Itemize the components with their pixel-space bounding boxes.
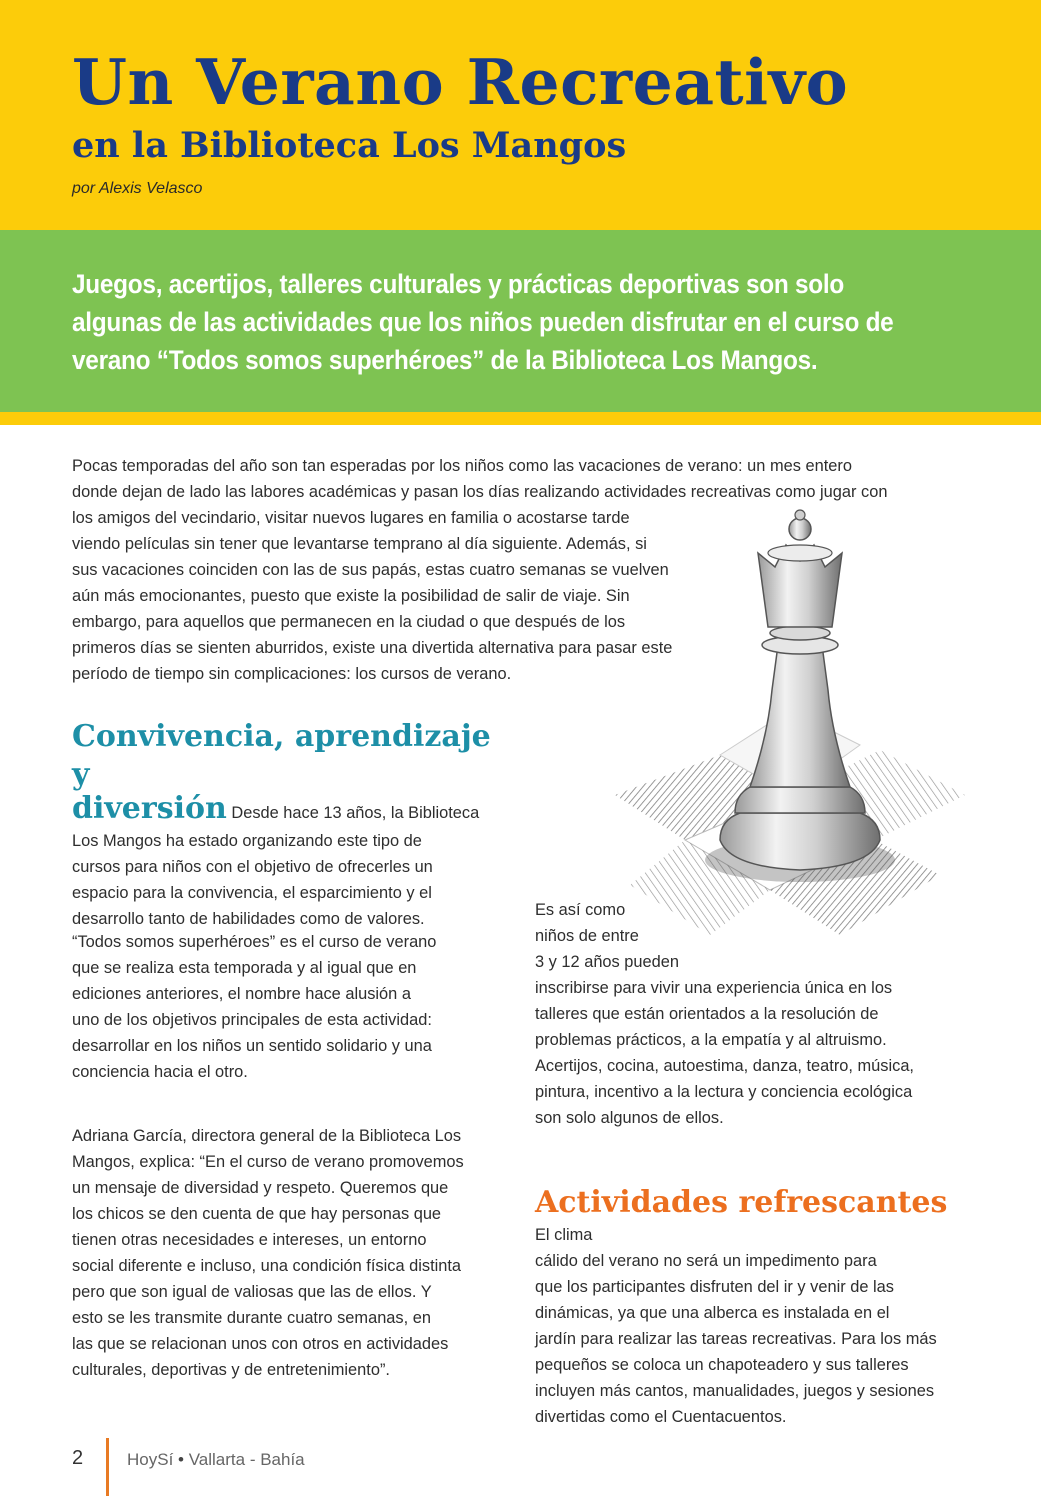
text-line: “Todos somos superhéroes” es el curso de verano [72,933,437,951]
text-line: embargo, para aquellos que permanecen en la ciudad o que después de los [72,613,626,631]
text-line: esto se les transmite durante cuatro semanas, en [72,1309,431,1327]
paragraph-superheroes [72,929,502,1085]
text-line: Acertijos, cocina, autoestima, danza, teatro, música, [535,1057,914,1075]
text-line [535,1184,965,1248]
publication-name: HoySí [127,1450,174,1469]
text-line: que los participantes disfruten del ir y venir de las [535,1278,894,1296]
text-line: problemas prácticos, a la empatía y al altruismo. [535,1031,887,1049]
text-line: aún más emocionantes, puesto que existe la posibilidad de salir de viaje. Sin [72,587,630,605]
section-actividades [535,1184,965,1430]
text-line: tienen otras necesidades e intereses, un entorno [72,1231,427,1249]
section-heading-continued: diversión [72,791,227,826]
text-line: un mensaje de diversidad y respeto. Queremos que [72,1179,449,1197]
page-number: 2 [72,1447,84,1469]
text-line: viendo películas sin tener que levantarse temprano al día siguiente. Además, si [72,535,647,553]
text-line: social diferente e incluso, una condición física distinta [72,1257,462,1275]
text-line: donde dejan de lado las labores académicas y pasan los días realizando actividades recreativas como jugar con [72,483,888,501]
bullet-separator: • [178,1450,184,1469]
section-heading: Convivencia, aprendizaje y [72,719,491,792]
text-line: desarrollar en los niños un sentido solidario y una [72,1037,432,1055]
text-line: cálido del verano no será un impedimento para [535,1252,877,1270]
text-line: Los Mangos ha estado organizando este tipo de [72,832,422,850]
text-line: divertidas como el Cuentacuentos. [535,1408,787,1426]
text-line: incluyen más cantos, manualidades, juegos y sesiones [535,1382,935,1400]
text-line: Mangos, explica: “En el curso de verano promovemos [72,1153,464,1171]
paragraph-quote [72,1123,502,1383]
text-line: Adriana García, directora general de la Biblioteca Los [72,1127,462,1145]
text-line: que se realiza esta temporada y al igual que en [72,959,417,977]
text-line: conciencia hacia el otro. [72,1063,248,1081]
text-line: sus vacaciones coinciden con las de sus papás, estas cuatro semanas se vuelven [72,561,669,579]
text-line: pequeños se coloca un chapoteadero y sus talleres [535,1356,909,1374]
text-line: jardín para realizar las tareas recreativas. Para los más [535,1330,937,1348]
text-line: pero que son igual de valiosas que las de ellos. Y [72,1283,432,1301]
lead-paragraph: Juegos, acertijos, talleres culturales y prácticas deportivas son solo algunas de las actividades que los niños pueden disfrutar en el curso de verano “Todos somos superhéroes” de la Biblioteca Los Mangos. [72,269,894,375]
text-line [72,790,502,828]
text-line: primeros días se sienten aburridos, existe una divertida alternativa para pasar este [72,639,673,657]
text-line: cursos para niños con el objetivo de ofrecerles un [72,858,433,876]
text-line: pintura, incentivo a la lectura y conciencia ecológica [535,1083,913,1101]
edition-name: Vallarta - Bahía [188,1450,305,1469]
text-line: los chicos se den cuenta de que hay personas que [72,1205,442,1223]
text-line: son solo algunos de ellos. [535,1109,724,1127]
page-subtitle: en la Biblioteca Los Mangos [72,125,627,166]
text-line: los amigos del vecindario, visitar nuevos lugares en familia o acostarse tarde [72,509,630,527]
text-fragment: El clima [535,1226,593,1244]
byline: por Alexis Velasco [72,180,203,197]
text-line: talleres que están orientados a la resolución de [535,1005,879,1023]
text-line: las que se relacionan unos con otros en actividades [72,1335,449,1353]
text-line: espacio para la convivencia, el esparcimiento y el [72,884,432,902]
text-line: ediciones anteriores, el nombre hace alusión a [72,985,411,1003]
section-convivencia [72,718,502,932]
page-title: Un Verano Recreativo [72,45,849,119]
footer-divider [106,1438,109,1496]
paragraph-talleres [535,897,965,1131]
divider-strip [0,412,1041,425]
text-line: Es así como [535,901,626,919]
text-line: desarrollo tanto de habilidades como de valores. [72,910,425,928]
footer-publication [127,1450,305,1470]
text-line: culturales, deportivas y de entretenimiento”. [72,1361,390,1379]
text-line: niños de entre [535,927,639,945]
text-line: uno de los objetivos principales de esta actividad: [72,1011,432,1029]
text-line: Pocas temporadas del año son tan esperadas por los niños como las vacaciones de verano: un mes entero [72,457,852,475]
text-fragment: Desde hace 13 años, la Biblioteca [231,804,480,822]
section-heading: Actividades refrescantes [535,1185,948,1220]
text-line: inscribirse para vivir una experiencia única en los [535,979,893,997]
text-line: dinámicas, ya que una alberca es instalada en el [535,1304,890,1322]
text-line: período de tiempo sin complicaciones: los cursos de verano. [72,665,512,683]
text-line: 3 y 12 años pueden [535,953,679,971]
